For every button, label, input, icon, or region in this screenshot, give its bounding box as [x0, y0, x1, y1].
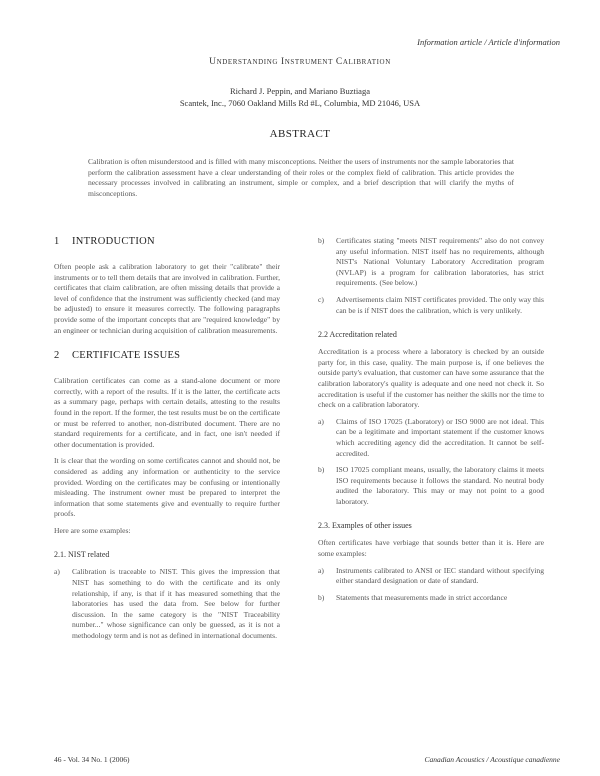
page-footer-journal: Canadian Acoustics / Acoustique canadienne	[424, 755, 560, 764]
abstract-text: Calibration is often misunderstood and is filled with many misconceptions. Neither the users of instruments nor the sample laboratories that perform the calibration assessment have a clear understanding of their roles or the complex field of calibration. This article provides the necessary processes involved in calibrating an instrument, simple or complex, and a brief description that will clarify the myths of misconceptions.	[88, 157, 514, 198]
list-item	[318, 236, 544, 289]
author-list: Richard J. Peppin, and Mariano Buztiaga	[230, 86, 370, 96]
running-head: Information article / Article d'information	[417, 37, 560, 47]
introduction-paragraph: Often people ask a calibration laboratory to get their "calibrate" their instruments or to tell them details that are involved in calibration. Further, certificates that claim calibration, are often missing details that provide a level of confidence that the instrument was sufficiently checked (and may be adjusted) to ensure it measures correctly. The following paragraphs provide some of the important concepts that are "required knowledge" by an engineer or technician during acquisition of calibration measurements.	[54, 262, 280, 335]
section-number: 1	[54, 236, 60, 247]
list-item-text: Instruments calibrated to ANSI or IEC standard without specifying either standard designation or date of standard.	[336, 565, 544, 586]
list-item	[318, 465, 544, 507]
list-item-text: Certificates stating "meets NIST requirements" also do not convey any useful information. NIST itself has no requirements, although NIST's National Voluntary Laboratory Accreditation program (NVLAP) is a program for calibration laboratories, has strict requirements. (See below.)	[336, 236, 544, 288]
list-marker: c)	[318, 294, 324, 304]
subsection-heading-accreditation: 2.2 Accreditation related	[318, 330, 397, 340]
list-item	[318, 417, 544, 459]
certificate-paragraph-3: Here are some examples:	[54, 525, 131, 535]
list-item-text: ISO 17025 compliant means, usually, the laboratory claims it meets ISO requirements because it follows the standard. No neutral body audited the laboratory. This may or may not point to a good laboratory.	[336, 465, 544, 506]
article-title: Understanding Instrument Calibration	[209, 57, 391, 67]
left-column	[54, 236, 280, 642]
other-issues-paragraph: Often certificates have verbiage that sounds better than it is. Here are some examples:	[318, 538, 544, 559]
list-marker: b)	[318, 592, 325, 602]
list-marker: b)	[318, 465, 325, 475]
section-heading-certificate-issues	[54, 350, 280, 361]
list-marker: a)	[318, 416, 324, 426]
certificate-paragraph-1: Calibration certificates can come as a stand-alone document or more correctly, with a report of the results. If it is the latter, the certificate acts as a summary page, perhaps with certain details, attesting to the results found in the report. If the former, the test results must be on the certificate or must be referred to another, non-distributed document. There are no standard requirements for a certificate, and in fact, one isn't needed if other documentation is provided.	[54, 376, 280, 449]
list-item-text: Statements that measurements made in strict accordance	[336, 592, 508, 602]
section-number: 2	[54, 350, 60, 362]
section-title: INTRODUCTION	[72, 236, 155, 247]
list-item	[318, 295, 544, 316]
list-marker: a)	[318, 565, 324, 575]
list-item-text: Advertisements claim NIST certificates provided. The only way this can be is if NIST does the calibration, which is very unlikely.	[336, 294, 544, 315]
page-footer-issue: 46 - Vol. 34 No. 1 (2006)	[54, 755, 130, 764]
subsection-heading-nist: 2.1. NIST related	[54, 550, 110, 560]
accreditation-paragraph: Accreditation is a process where a laboratory is checked by an outside party for, in this case, quality. The main purpose is, if one believes the outside party's evaluation, that customer can have some assurance that the calibration laboratory's quality is adequate and one need not check it. So accreditation is useful if the customer has neither the skills nor the time to check on a calibration laboratory.	[318, 347, 544, 410]
abstract-heading: ABSTRACT	[269, 128, 331, 140]
list-marker: b)	[318, 236, 325, 245]
section-title: CERTIFICATE ISSUES	[72, 350, 181, 362]
list-item	[318, 566, 544, 587]
list-item-text: Claims of ISO 17025 (Laboratory) or ISO 9000 are not ideal. This can be a legitimate and important statement if the customer knows which accrediting agency did the accreditation. It cannot be self-accredited.	[336, 416, 544, 458]
section-heading-introduction	[54, 236, 280, 247]
author-affiliation: Scantek, Inc., 7060 Oakland Mills Rd #L, Columbia, MD 21046, USA	[179, 98, 421, 108]
list-item-text: Calibration is traceable to NIST. This gives the impression that NIST has something to do with the certificate and its only relationship, if any, is that if it has measured something that the laboratories has used the data from. See below for further discussion. In the same category is the "NIST Traceability number..." whose significance can only be guessed, as it is not a methodology term and is not as defined in international documents.	[72, 567, 280, 641]
list-marker: a)	[54, 567, 60, 577]
certificate-paragraph-2: It is clear that the wording on some certificates cannot and should not, be considered as adding any information or authenticity to the service provided. Wording on the certificates may be confusing or intentionally misleading. The instrument owner must be prepared to interpret the information that some statements give and eventually to require further proofs.	[54, 456, 280, 519]
right-column	[318, 236, 544, 603]
list-item	[318, 593, 544, 604]
subsection-heading-other-issues: 2.3. Examples of other issues	[318, 521, 412, 531]
list-item	[54, 567, 280, 641]
